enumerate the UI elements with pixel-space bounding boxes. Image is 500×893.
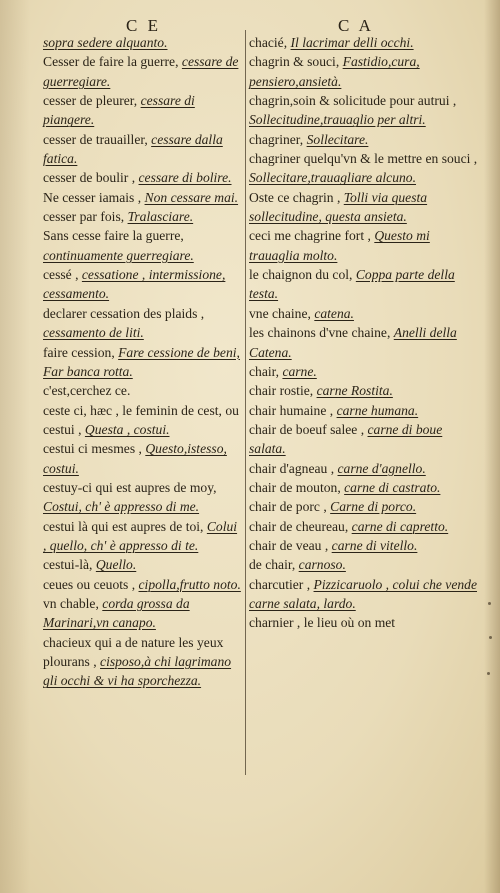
dictionary-entry [249,265,479,304]
entry-translation: Tolli via questa sollecitudine, questa ansieta. [249,189,428,225]
entry-headword: chacieux qui a de nature les yeux plourans , [43,634,224,669]
entry-headword: chagriner quelqu'vn & le mettre en souci , [249,151,478,167]
dictionary-entry [43,343,243,382]
entry-headword: faire cession, [43,344,115,360]
entry-translation: cessare de guerregiare. [43,54,239,89]
entry-headword: charcutier , [249,576,311,592]
entry-headword: cesser de boulir , [43,170,136,186]
dictionary-entry [43,207,243,226]
entry-headword: cesser par fois, [43,209,125,225]
dictionary-entry [249,613,479,632]
entry-headword: chagrin & souci, [249,54,340,70]
entry-translation: Colui , quello, ch' è appresso di te. [43,518,238,553]
entry-headword: ceste ci, hæc , le feminin de cest, ou cestui , [43,402,239,437]
entry-headword: vn chable, [43,595,99,611]
entry-headword: Oste ce chagrin , [249,189,341,205]
entry-translation: cessatione , intermissione, cessamento. [43,267,226,302]
dictionary-entry [43,401,243,440]
entry-headword: chair de cheureau, [249,518,349,534]
entry-translation: cisposo,à chi lagrimano gli occhi & vi ha sporchezza. [43,654,232,689]
entry-headword: chair de mouton, [249,479,341,495]
page-shadow-right [484,0,500,893]
entry-translation: Fare cessione de beni, Far banca rotta. [43,344,240,379]
dictionary-entry [43,91,243,130]
dictionary-entry [249,459,479,478]
entry-headword: ceci me chagrine fort , [249,228,371,244]
dictionary-entry [43,478,243,517]
dictionary-entry [249,304,479,323]
entry-headword: chair rostie, [249,383,314,399]
entry-translation: Non cessare mai. [144,189,239,205]
entry-translation: carne d'agnello. [337,460,426,476]
dictionary-entry [43,575,243,594]
dictionary-entry [43,265,243,304]
entry-headword: charnier , le lieu où on met [249,615,396,631]
entry-headword: Sans cesse faire la guerre, [43,228,184,244]
entry-headword: chair, [249,363,280,379]
entry-translation: Il lacrimar delli occhi. [290,35,414,50]
entry-headword: cestui-là, [43,557,93,573]
dictionary-entry [43,594,243,633]
entry-headword: chair de veau , [249,537,329,553]
entry-headword: cessé , [43,267,79,283]
left-column [43,33,243,691]
dictionary-entry [249,517,479,536]
entry-translation: cessare di bolire. [138,170,232,186]
dictionary-entry [249,362,479,381]
dictionary-entry [249,536,479,555]
entry-headword: Ne cesser iamais , [43,189,142,205]
entry-headword: chair de boeuf salee , [249,421,365,437]
entry-translation: carne humana. [336,402,419,418]
entry-translation: Questo mi trauaglia molto. [249,228,430,263]
entry-translation: cipolla,frutto noto. [138,576,241,592]
dictionary-entry [249,52,479,91]
dictionary-entry [249,497,479,516]
entry-translation: Fastidio,cura, pensiero,ansietà. [249,54,420,89]
entry-translation: Costui, ch' è appresso di me. [43,499,200,515]
margin-dot [487,672,490,675]
dictionary-entry [43,52,243,91]
dictionary-entry [249,401,479,420]
entry-headword: chair de porc , [249,499,327,515]
entry-headword: de chair, [249,557,296,573]
entry-translation: Carne di porco. [330,499,417,515]
entry-translation: corda grossa da Marinari,vn canapo. [43,595,190,631]
dictionary-entry [43,130,243,169]
entry-translation: Quello. [95,557,137,573]
entry-headword: declarer cessation des plaids , [43,305,205,321]
dictionary-entry [249,188,479,227]
dictionary-entry [43,33,243,52]
column-divider [245,30,246,775]
entry-translation: catena. [314,305,354,321]
entry-translation: Questo,istesso, costui. [43,441,227,476]
dictionary-entry [249,478,479,497]
entry-translation: carne di vitello. [331,537,418,553]
dictionary-entry [43,168,243,187]
entry-headword: Cesser de faire la guerre, [43,54,179,70]
entry-translation: Questa , costui. [84,421,170,437]
dictionary-entry [43,633,243,691]
entry-translation: carne di castrato. [344,479,441,495]
entry-headword: cesser de trauailler, [43,131,148,147]
entry-translation: cessamento de liti. [43,325,144,341]
entry-headword: chair humaine , [249,402,334,418]
entry-headword: chacié, [249,35,288,50]
entry-headword: cestuy-ci qui est aupres de moy, [43,479,217,495]
entry-translation: Tralasciare. [127,209,194,225]
dictionary-entry [43,304,243,343]
entry-translation: continuamente guerregiare. [43,247,194,263]
dictionary-entry [249,381,479,400]
entry-translation: Sollecitudine,trauaglio per altri. [249,112,426,128]
entry-translation: cessare dalla fatica. [43,131,223,167]
dictionary-entry [249,130,479,149]
page-shadow-left [0,0,30,893]
entry-translation: Sollecitare,trauagliare alcuno. [249,170,417,186]
dictionary-entry [43,439,243,478]
entry-headword: cesser de pleurer, [43,93,138,109]
entry-headword: chair d'agneau , [249,460,335,476]
entry-headword: le chaignon du col, [249,267,353,283]
entry-translation: Coppa parte della testa. [249,267,455,302]
entry-translation: carne di boue salata. [249,421,443,457]
entry-translation: Anelli della Catena. [249,325,457,360]
dictionary-entry [43,226,243,265]
entry-headword: les chainons d'vne chaine, [249,325,391,341]
entry-translation: sopra sedere alquanto. [43,35,168,50]
entry-headword: c'est,cerchez ce. [43,383,131,399]
dictionary-entry [43,517,243,556]
dictionary-entry [249,420,479,459]
margin-dot [488,602,491,605]
right-column [249,33,479,633]
entry-translation: carne Rostita. [316,383,393,399]
dictionary-entry [249,149,479,188]
dictionary-entry [249,33,479,52]
entry-headword: chagrin,soin & solicitude pour autrui , [249,93,457,109]
dictionary-entry [43,188,243,207]
entry-headword: chagriner, [249,131,304,147]
entry-headword: ceues ou ceuots , [43,576,136,592]
dictionary-entry [43,381,243,400]
header-left: C E [126,16,161,35]
entry-headword: cestui ci mesmes , [43,441,142,457]
dictionary-entry [249,323,479,362]
entry-headword: vne chaine, [249,305,311,321]
margin-dot [489,636,492,639]
dictionary-entry [249,226,479,265]
entry-translation: carnoso. [298,557,346,573]
entry-headword: cestui là qui est aupres de toi, [43,518,204,534]
entry-translation: cessare di piangere. [43,93,195,128]
entry-translation: Pizzicaruolo , colui che vende carne salata, lardo. [249,576,478,611]
entry-translation: Sollecitare. [306,131,369,147]
entry-translation: carne di capretto. [351,518,449,534]
dictionary-entry [249,91,479,130]
margin-marks [486,600,496,680]
entry-translation: carne. [282,363,317,379]
header-right: C A [338,16,374,35]
dictionary-entry [249,575,479,614]
dictionary-entry [43,555,243,574]
dictionary-entry [249,555,479,574]
